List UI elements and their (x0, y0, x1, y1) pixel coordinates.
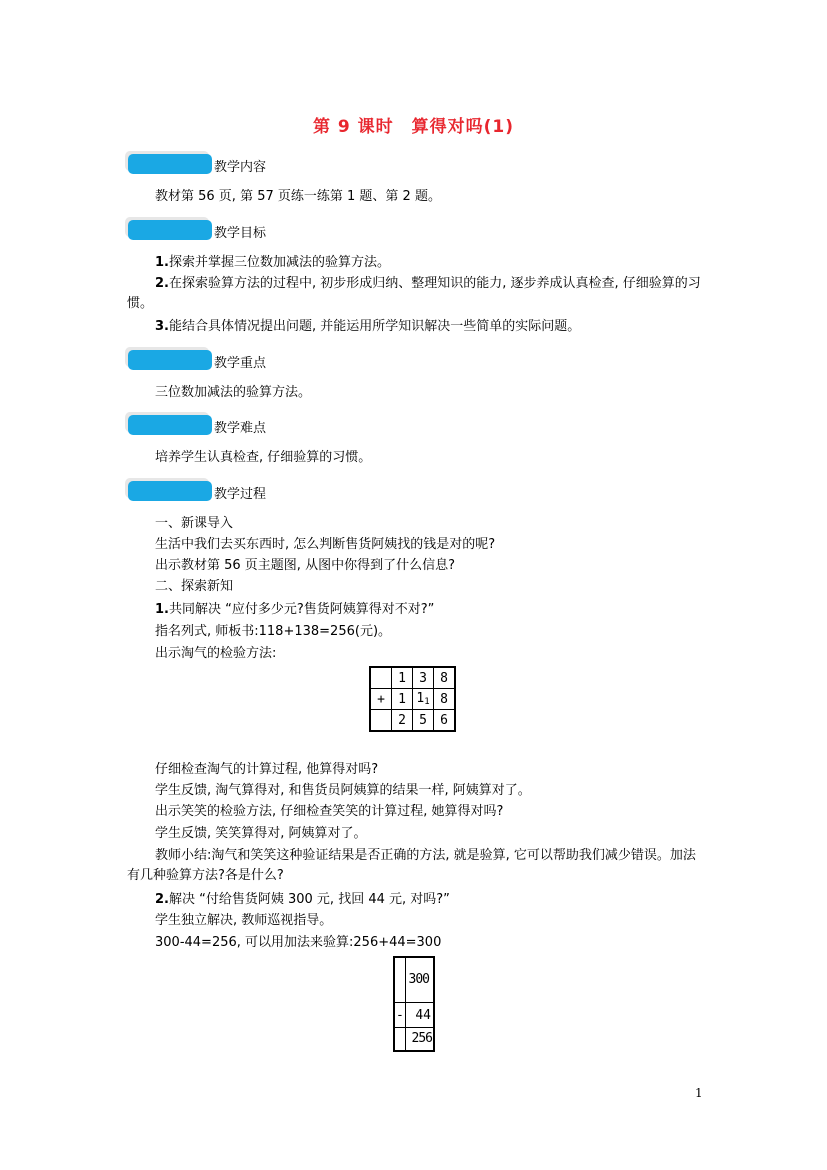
divider (395, 1027, 433, 1028)
content-text: 教材第 56 页, 第 57 页练一练第 1 题、第 2 题。 (155, 189, 441, 204)
divider (395, 1002, 433, 1003)
grid-cell (370, 710, 392, 732)
page-number: 1 (695, 1086, 703, 1100)
minus-sign: - (396, 1008, 404, 1023)
section-label: 教学内容 (214, 160, 267, 175)
process-paragraph: 300-44=256, 可以用加法来验算:256+44=300 (155, 935, 442, 950)
grid-cell-with-carry (413, 689, 434, 710)
process-paragraph: 出示淘气的检验方法: (155, 646, 277, 661)
subtrahend: 44 (415, 1008, 431, 1023)
grid-cell (370, 667, 392, 689)
grid-cell: 8 (434, 689, 456, 710)
process-paragraph: 仔细检查淘气的计算过程, 他算得对吗? (155, 762, 379, 777)
process-paragraph: 出示笑笑的检验方法, 仔细检查笑笑的计算过程, 她算得对吗? (155, 804, 504, 819)
process-paragraph: 学生反馈, 笑笑算得对, 阿姨算对了。 (155, 826, 367, 841)
section-marker (128, 481, 212, 501)
process-paragraph: 学生反馈, 淘气算得对, 和售货员阿姨算的结果一样, 阿姨算对了。 (155, 783, 531, 798)
process-heading: 一、新课导入 (155, 516, 234, 531)
goal-text: 在探索验算方法的过程中, 初步形成归纳、整理知识的能力, 逐步养成认真检查, 仔细验算的习惯。 (127, 276, 701, 311)
grid-cell: 1 (392, 689, 413, 710)
process-heading: 二、探索新知 (155, 579, 234, 594)
process-paragraph: 指名列式, 师板书:118+138=256(元)。 (155, 624, 392, 639)
goal-text: 能结合具体情况提出问题, 并能运用所学知识解决一些简单的实际问题。 (168, 319, 581, 334)
minuend: 300 (408, 972, 429, 987)
carry-digit: 1 (424, 697, 430, 707)
grid-cell: 8 (434, 667, 456, 689)
section-label: 教学目标 (214, 226, 267, 241)
grid-cell: 2 (392, 710, 413, 732)
goal-item (127, 274, 702, 314)
section-marker (128, 220, 212, 240)
plus-sign: + (370, 689, 392, 710)
goal-number: 3. (155, 319, 169, 334)
difficult-text: 培养学生认真检查, 仔细验算的习惯。 (155, 450, 372, 465)
process-paragraph: 学生独立解决, 教师巡视指导。 (155, 913, 333, 928)
item-number: 2. (155, 892, 169, 907)
section-marker (128, 415, 212, 435)
grid-cell: 5 (413, 710, 434, 732)
key-text: 三位数加减法的验算方法。 (155, 385, 312, 400)
grid-cell: 1 (392, 667, 413, 689)
grid-cell: 3 (413, 667, 434, 689)
goal-text: 探索并掌握三位数加减法的验算方法。 (168, 255, 390, 270)
section-label: 教学过程 (214, 487, 267, 502)
item-text: 解决 “付给售货阿姨 300 元, 找回 44 元, 对吗?” (168, 892, 450, 907)
section-marker (128, 350, 212, 370)
grid-cell: 6 (434, 710, 456, 732)
section-label: 教学难点 (214, 421, 267, 436)
goal-item (155, 253, 390, 273)
difference: 256 (411, 1031, 432, 1046)
section-marker (128, 154, 212, 174)
process-paragraph: 生活中我们去买东西时, 怎么判断售货阿姨找的钱是对的呢? (155, 537, 496, 552)
addition-grid (369, 666, 456, 732)
process-paragraph: 出示教材第 56 页主题图, 从图中你得到了什么信息? (155, 558, 455, 573)
goal-number: 1. (155, 255, 169, 270)
item-text: 共同解决 “应付多少元?售货阿姨算得对不对?” (168, 602, 435, 617)
subtraction-grid (393, 956, 435, 1052)
goal-number: 2. (155, 276, 169, 291)
lesson-title: 第 9 课时 算得对吗(1) (312, 117, 515, 137)
process-paragraph (155, 600, 434, 620)
goal-item (155, 317, 580, 337)
grid-digit: 1 (416, 691, 425, 706)
process-paragraph: 教师小结:淘气和笑笑这种验证结果是否正确的方法, 就是验算, 它可以帮助我们减少错误。加法有几种验算方法?各是什么? (127, 848, 696, 883)
process-paragraph (155, 890, 450, 910)
section-label: 教学重点 (214, 356, 267, 371)
item-number: 1. (155, 602, 169, 617)
